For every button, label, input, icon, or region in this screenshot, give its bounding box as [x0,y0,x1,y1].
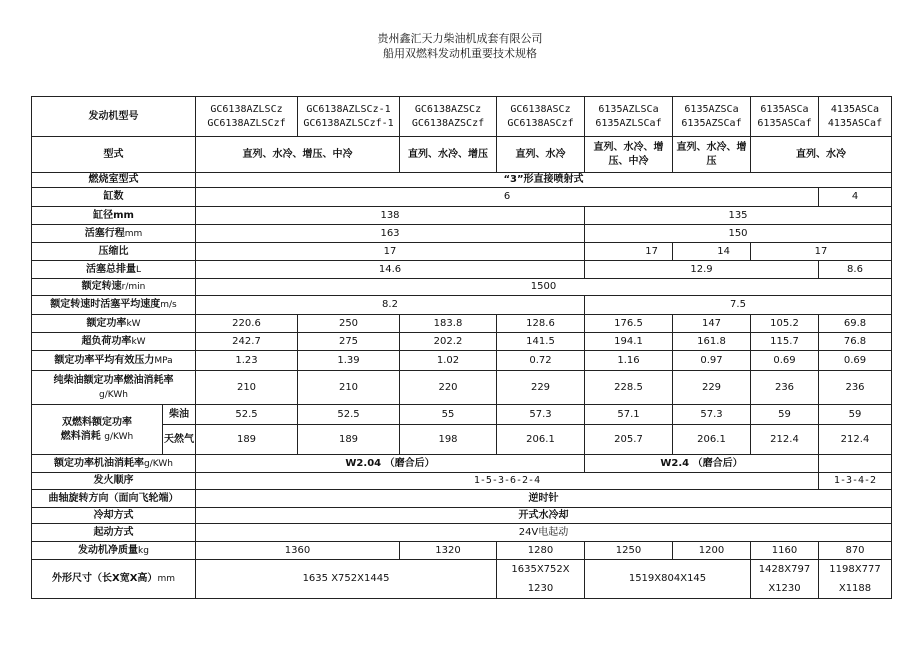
value-cell: 228.5 [585,371,673,405]
value-cell: 0.72 [497,351,585,371]
label-cooling: 冷却方式 [32,508,196,524]
value-cell: 210 [298,371,400,405]
value-cell: 189 [298,425,400,455]
value-cell: 1.16 [585,351,673,371]
row-piston-speed [32,296,892,315]
value-cell: 189 [196,425,298,455]
row-compression [32,243,892,261]
row-rotation [32,490,892,508]
label-diesel: 柴油 [163,405,196,425]
value-cell: 115.7 [751,333,819,351]
label-starting: 起动方式 [32,524,196,542]
value-cell: 59 [751,405,819,425]
label-diesel-fc: 纯柴油额定功率燃油消耗率 g/KWh [32,371,196,405]
label-combustion: 燃烧室型式 [32,173,196,188]
label-speed: 额定转速r/min [32,279,196,296]
value-cell: 1160 [751,542,819,560]
label-bmep: 额定功率平均有效压力MPa [32,351,196,371]
label-rated-power: 额定功率kW [32,315,196,333]
value-cell: 1250 [585,542,673,560]
value-cell: 229 [673,371,751,405]
value-cell: 7.5 [585,296,892,315]
company-title: 贵州鑫汇天力柴油机成套有限公司 [377,32,543,45]
value-cell: 212.4 [819,425,892,455]
type-cell: 直列、水冷 [497,137,585,173]
value-cell: 202.2 [400,333,497,351]
spec-table [31,96,892,599]
type-cell: 直列、水冷、增压 [400,137,497,173]
row-bmep [32,351,892,371]
row-model [32,97,892,137]
row-overload-power [32,333,892,351]
value-cell: 12.9 [585,261,819,279]
value-cell: 8.2 [196,296,585,315]
value-cell: 206.1 [497,425,585,455]
value-cell: 1-5-3-6-2-4 [196,473,819,490]
row-dual-diesel [32,405,892,425]
model-cell: GC6138AZLSCz-1 GC6138AZLSCzf-1 [298,97,400,137]
row-net-mass [32,542,892,560]
row-speed [32,279,892,296]
value-cell: 14.6 [196,261,585,279]
value-cell: 0.69 [819,351,892,371]
value-cell: 206.1 [673,425,751,455]
value-cell: 52.5 [196,405,298,425]
value-cell: 8.6 [819,261,892,279]
value-cell: 69.8 [819,315,892,333]
label-type: 型式 [32,137,196,173]
value-cell: 0.69 [751,351,819,371]
model-cell: GC6138AZLSCz GC6138AZLSCzf [196,97,298,137]
value-cell: 212.4 [751,425,819,455]
value-cell: 76.8 [819,333,892,351]
label-stroke: 活塞行程mm [32,225,196,243]
value-cell: 17 [585,243,673,261]
value-cell: 194.1 [585,333,673,351]
value-cell: 57.3 [497,405,585,425]
row-combustion [32,173,892,188]
value-cell: 24V电起动 [196,524,892,542]
value-cell: 105.2 [751,315,819,333]
value-cell: 220 [400,371,497,405]
row-rated-power [32,315,892,333]
row-stroke [32,225,892,243]
row-cooling [32,508,892,524]
row-displacement [32,261,892,279]
value-cell: W2.4 （磨合后） [585,455,819,473]
value-cell: 57.1 [585,405,673,425]
value-cell: 1635 X752X1445 [196,560,497,599]
label-piston-speed: 额定转速时活塞平均速度m/s [32,296,196,315]
value-cell: 161.8 [673,333,751,351]
label-model: 发动机型号 [32,97,196,137]
label-net-mass: 发动机净质量kg [32,542,196,560]
type-cell: 直列、水冷、增压、中冷 [196,137,400,173]
value-cell: 220.6 [196,315,298,333]
row-dimensions [32,560,892,599]
model-cell: 6135ASCa 6135ASCaf [751,97,819,137]
label-oil-consumption: 额定功率机油消耗率g/KWh [32,455,196,473]
value-cell: 128.6 [497,315,585,333]
value-cell: 1519X804X145 [585,560,751,599]
label-cylinders: 缸数 [32,188,196,207]
value-cell: 1635X752X 1230 [497,560,585,599]
row-cylinders [32,188,892,207]
model-cell: 6135AZSCa 6135AZSCaf [673,97,751,137]
value-cell: 205.7 [585,425,673,455]
value-cell: 229 [497,371,585,405]
row-firing-order [32,473,892,490]
value-cell: 1428X797 X1230 [751,560,819,599]
value-cell: 52.5 [298,405,400,425]
value-cell: 57.3 [673,405,751,425]
value-cell: 1200 [673,542,751,560]
value-cell: 55 [400,405,497,425]
value-cell: 275 [298,333,400,351]
type-cell: 直列、水冷、增压 [673,137,751,173]
model-cell: 4135ASCa 4135ASCaf [819,97,892,137]
value-cell: 250 [298,315,400,333]
value-cell: 4 [819,188,892,207]
value-cell: 1198X777 X1188 [819,560,892,599]
label-displacement: 活塞总排量L [32,261,196,279]
value-cell: 242.7 [196,333,298,351]
value-cell: 14 [673,243,751,261]
value-cell: 135 [585,207,892,225]
row-bore [32,207,892,225]
row-oil-consumption [32,455,892,473]
combustion-value: “3”形直接喷射式 [196,173,892,188]
value-cell: 183.8 [400,315,497,333]
label-bore: 缸径mm [32,207,196,225]
value-cell: 210 [196,371,298,405]
value-cell: 1500 [196,279,892,296]
value-cell: 236 [751,371,819,405]
label-compression: 压缩比 [32,243,196,261]
value-cell: 1360 [196,542,400,560]
value-cell: 开式水冷却 [196,508,892,524]
value-cell: 6 [196,188,819,207]
value-cell: 17 [751,243,892,261]
value-cell: 0.97 [673,351,751,371]
value-cell: 176.5 [585,315,673,333]
model-cell: 6135AZLSCa 6135AZLSCaf [585,97,673,137]
value-cell: 1.02 [400,351,497,371]
value-cell: 17 [196,243,585,261]
type-cell: 直列、水冷 [751,137,892,173]
row-diesel-fc [32,371,892,405]
value-cell: 236 [819,371,892,405]
value-cell: W2.04 （磨合后） [196,455,585,473]
value-cell: 59 [819,405,892,425]
value-cell: 1280 [497,542,585,560]
label-gas: 天然气 [163,425,196,455]
value-cell: 870 [819,542,892,560]
type-cell: 直列、水冷、增压、中冷 [585,137,673,173]
label-rotation: 曲轴旋转方向（面向飞轮端） [32,490,196,508]
value-cell: 逆时针 [196,490,892,508]
row-type [32,137,892,173]
label-overload-power: 超负荷功率kW [32,333,196,351]
value-cell: 1-3-4-2 [819,473,892,490]
model-cell: GC6138ASCz GC6138ASCzf [497,97,585,137]
value-cell: 1320 [400,542,497,560]
value-cell: 163 [196,225,585,243]
model-cell: GC6138AZSCz GC6138AZSCzf [400,97,497,137]
label-firing-order: 发火顺序 [32,473,196,490]
value-cell: 141.5 [497,333,585,351]
value-cell: 138 [196,207,585,225]
document-subtitle: 船用双燃料发动机重要技术规格 [383,47,537,60]
value-cell: 198 [400,425,497,455]
value-cell: 1.23 [196,351,298,371]
row-starting [32,524,892,542]
label-dual-fc: 双燃料额定功率 燃料消耗 g/KWh [32,405,163,455]
value-cell: 150 [585,225,892,243]
label-dimensions: 外形尺寸（长X宽X高）mm [32,560,196,599]
value-cell [819,455,892,473]
value-cell: 1.39 [298,351,400,371]
value-cell: 147 [673,315,751,333]
